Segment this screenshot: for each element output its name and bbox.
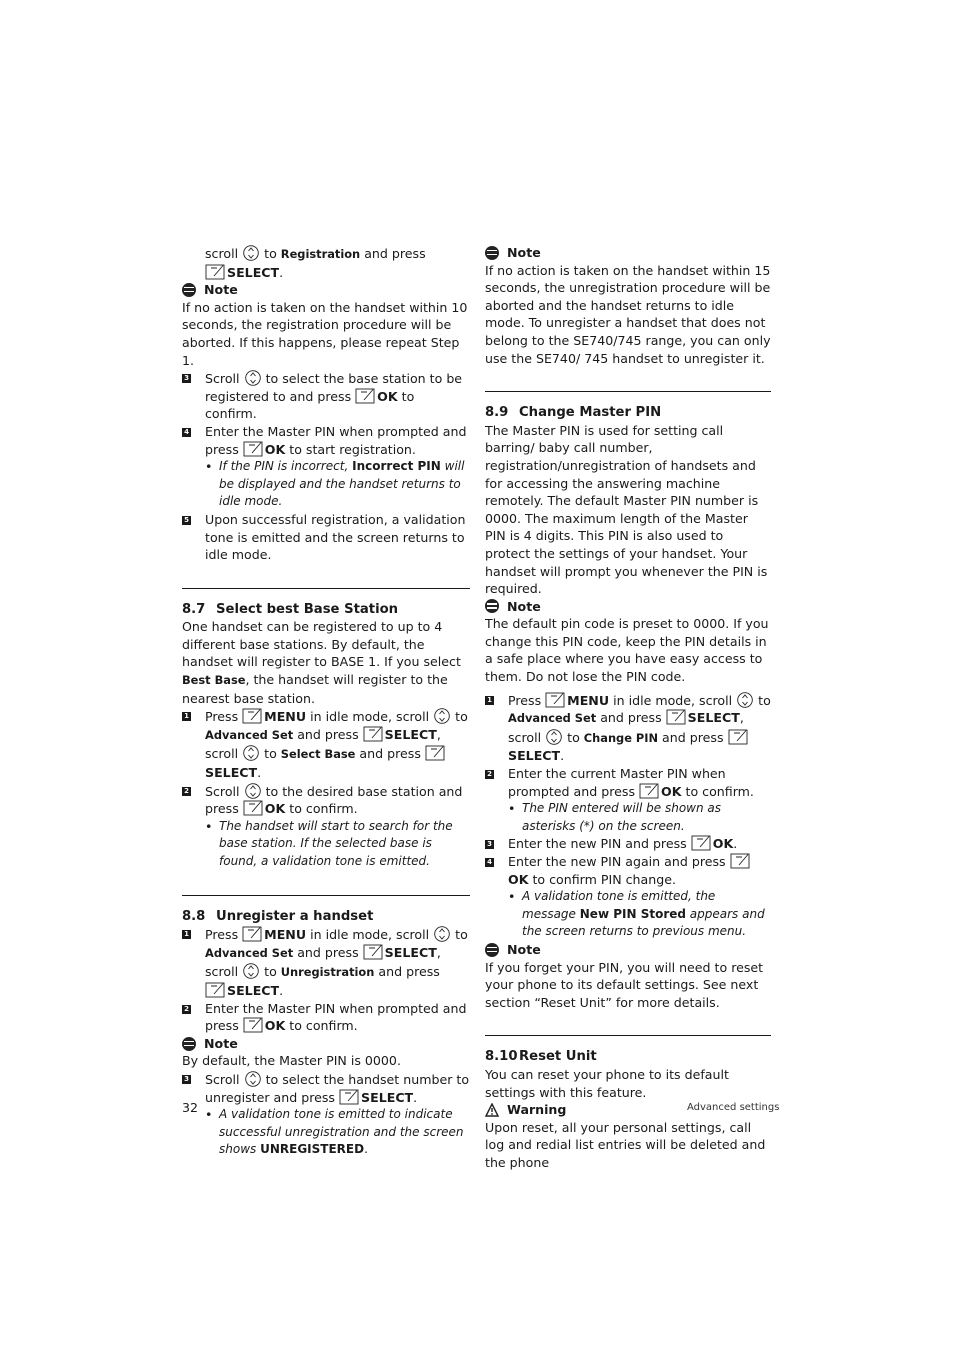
step: 5 Upon successful registration, a validation tone is emitted and the screen returns to idle mode. xyxy=(182,511,470,564)
section-divider xyxy=(182,588,470,589)
step-number: 2 xyxy=(182,1005,191,1014)
left-column xyxy=(182,244,470,1159)
note-body: By default, the Master PIN is 0000. xyxy=(182,1053,401,1069)
section-heading: 8.7 Select best Base Station xyxy=(182,601,399,617)
softkey-icon xyxy=(545,692,565,708)
note-icon xyxy=(485,599,499,613)
softkey-icon xyxy=(205,264,225,280)
note-heading: Note xyxy=(485,941,771,959)
softkey-icon xyxy=(639,783,659,799)
right-column xyxy=(485,244,771,1172)
softkey-icon xyxy=(355,388,375,404)
step: 1 Press MENU in idle mode, scroll to Advanced Set and press SELECT, scroll to Unregistration and press SELECT. xyxy=(182,925,470,999)
nav-scroll-icon xyxy=(737,691,753,709)
step: 1 Press MENU in idle mode, scroll to Advanced Set and press SELECT, scroll to Select Base and press SELECT. xyxy=(182,707,470,781)
warning-heading: Warning xyxy=(485,1101,771,1119)
softkey-icon xyxy=(205,982,225,998)
nav-scroll-icon xyxy=(434,925,450,943)
section-body: You can reset your phone to its default settings with this feature. xyxy=(485,1066,729,1100)
bullet-item: • The PIN entered will be shown as asterisks (*) on the screen. xyxy=(508,801,722,833)
continued-step-text: scroll to Registration and press SELECT. xyxy=(205,246,426,280)
nav-scroll-icon xyxy=(245,1070,261,1088)
footer-section-title: Advanced settings xyxy=(687,1102,780,1113)
step: 2 Enter the current Master PIN when prompted and press OK to confirm. xyxy=(485,765,771,800)
step: 2 Scroll to the desired base station and press OK to confirm. xyxy=(182,782,470,818)
note-heading: Note xyxy=(485,598,771,616)
nav-scroll-icon xyxy=(243,744,259,762)
section-body: One handset can be registered to up to 4 different base stations. By default, the handset will register to BASE 1. If you select Best Base, the handset will register to the nearest base station. xyxy=(182,619,461,706)
note-body: If no action is taken on the handset within 15 seconds, the unregistration procedure will be aborted and the handset returns to idle mode. To unregister a handset that does not belong to the SE740/745 range, you can only use the SE740/ 745 handset to unregister it. xyxy=(485,262,771,366)
note-body: If you forget your PIN, you will need to reset your phone to its default settings. See next section “Reset Unit” for more details. xyxy=(485,959,764,1010)
bullet-item: • A validation tone is emitted, the message New PIN Stored appears and the screen returns to previous menu. xyxy=(508,889,765,939)
step-number: 1 xyxy=(182,712,191,721)
step-number: 4 xyxy=(485,858,494,867)
softkey-icon xyxy=(363,944,383,960)
note-icon xyxy=(485,943,499,957)
nav-scroll-icon xyxy=(434,707,450,725)
note-body: The default pin code is preset to 0000. If you change this PIN code, keep the PIN details in a safe place where you have easy access to them. Do not lose the PIN code. xyxy=(485,616,769,685)
note-heading: Note xyxy=(182,1035,470,1053)
step-number: 3 xyxy=(485,840,494,849)
nav-scroll-icon xyxy=(245,782,261,800)
section-divider xyxy=(182,895,470,896)
softkey-icon xyxy=(339,1089,359,1105)
step-number: 1 xyxy=(182,930,191,939)
softkey-icon xyxy=(666,709,686,725)
section-divider xyxy=(485,391,771,392)
nav-scroll-icon xyxy=(243,962,259,980)
section-heading: 8.10Reset Unit xyxy=(485,1049,597,1065)
warning-body: Upon reset, all your personal settings, call log and redial list entries will be deleted and the phone xyxy=(485,1119,766,1170)
softkey-icon xyxy=(691,835,711,851)
section-heading: 8.9 Change Master PIN xyxy=(485,405,662,421)
nav-scroll-icon xyxy=(546,728,562,746)
step-number: 1 xyxy=(485,696,494,705)
section-body: The Master PIN is used for setting call barring/ baby call number, registration/unregistration of handsets and for accessing the answering machine remotely. The default Master PIN number is 0000. The maximum length of the Master PIN is 4 digits. This PIN is also used to protect the settings of your handset. Your handset will prompt you whenever the PIN is required. xyxy=(485,422,768,597)
bullet-item: • If the PIN is incorrect, Incorrect PIN will be displayed and the handset returns to idle mode. xyxy=(205,459,465,509)
step: 3 Scroll to select the handset number to unregister and press SELECT. xyxy=(182,1070,470,1106)
step: 3 Enter the new PIN and press OK. xyxy=(485,835,771,853)
warning-icon xyxy=(485,1103,499,1117)
note-heading: Note xyxy=(182,281,470,299)
step-number: 4 xyxy=(182,428,191,437)
step: 4 Enter the Master PIN when prompted and press OK to start registration. xyxy=(182,423,470,458)
softkey-icon xyxy=(243,441,263,457)
note-body: If no action is taken on the handset within 10 seconds, the registration procedure will be aborted. If this happens, please repeat Step 1. xyxy=(182,299,468,368)
softkey-icon xyxy=(243,800,263,816)
softkey-icon xyxy=(242,926,262,942)
softkey-icon xyxy=(363,726,383,742)
step: 4 Enter the new PIN again and press OK to confirm PIN change. xyxy=(485,853,771,888)
softkey-icon xyxy=(730,853,750,869)
softkey-icon xyxy=(728,729,748,745)
softkey-icon xyxy=(242,708,262,724)
page-number: 32 xyxy=(182,1100,199,1115)
step-number: 5 xyxy=(182,516,191,525)
step: 2 Enter the Master PIN when prompted and press OK to confirm. xyxy=(182,1000,470,1035)
bullet-item: • The handset will start to search for the base station. If the selected base is found, a validation tone is emitted. xyxy=(205,818,453,868)
section-heading: 8.8 Unregister a handset xyxy=(182,908,374,924)
section-divider xyxy=(485,1035,771,1036)
note-icon xyxy=(485,246,499,260)
note-icon xyxy=(182,1037,196,1051)
step-number: 3 xyxy=(182,374,191,383)
step: 3 Scroll to select the base station to be registered to and press OK to confirm. xyxy=(182,369,470,423)
note-icon xyxy=(182,283,196,297)
step-number: 2 xyxy=(485,770,494,779)
nav-scroll-icon xyxy=(243,244,259,262)
nav-scroll-icon xyxy=(245,369,261,387)
note-heading: Note xyxy=(485,244,771,262)
bullet-item: • A validation tone is emitted to indicate successful unregistration and the screen shows UNREGISTERED. xyxy=(205,1107,464,1157)
step-number: 2 xyxy=(182,787,191,796)
softkey-icon xyxy=(425,745,445,761)
step: 1 Press MENU in idle mode, scroll to Advanced Set and press SELECT, scroll to Change PIN and press SELECT. xyxy=(485,691,771,765)
softkey-icon xyxy=(243,1017,263,1033)
step-number: 3 xyxy=(182,1075,191,1084)
